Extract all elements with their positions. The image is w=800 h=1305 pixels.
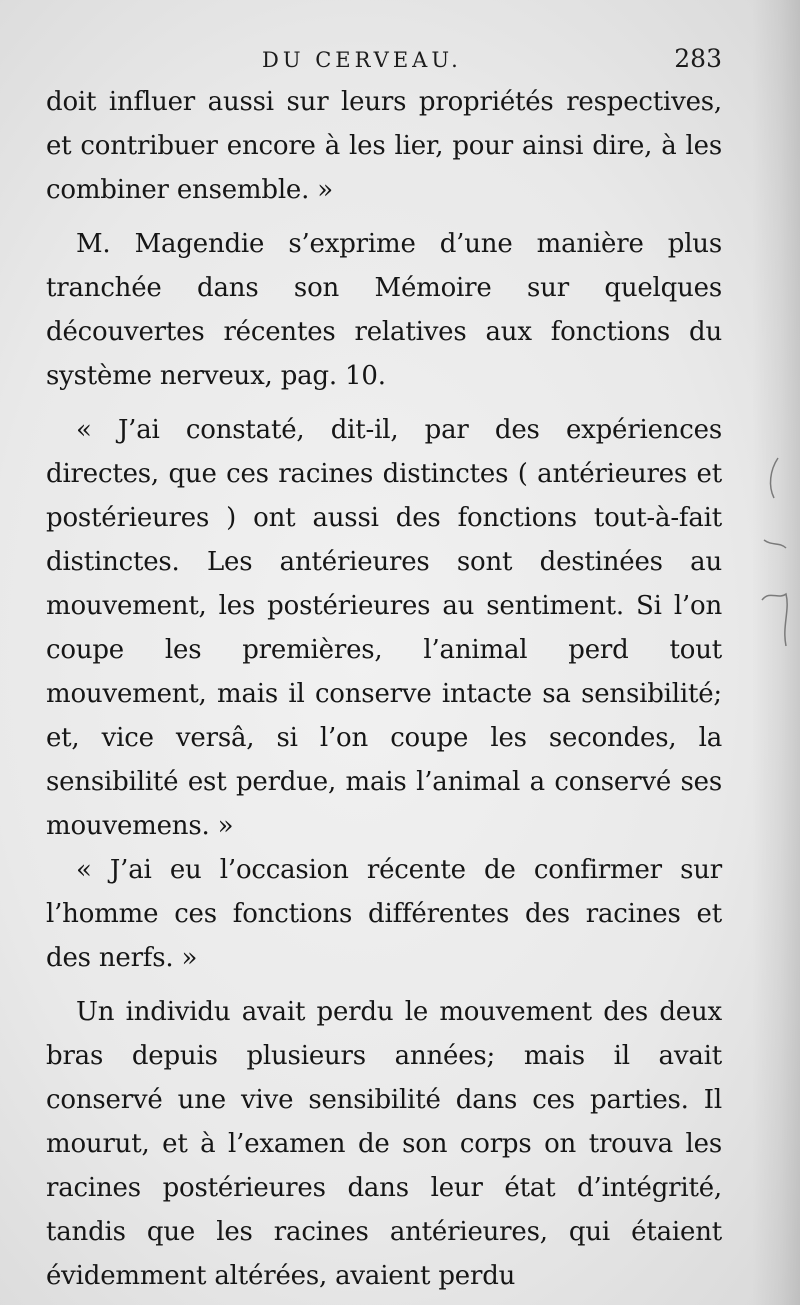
margin-pencil-marks (756, 450, 796, 690)
paragraph-magendie: M. Magendie s’exprime d’une manière plus tranchée dans son Mémoire sur quelques découvertes récentes relatives aux fonctions du système nerveux, pag. 10. (46, 229, 722, 391)
body-text (46, 80, 722, 1298)
page-number: 283 (674, 44, 722, 73)
paragraph-quote-experiences: « J’ai constaté, dit-il, par des expériences directes, que ces racines distinctes ( antérieures et postérieures ) ont aussi des fonctions tout-à-fait distinctes. Les antérieures sont destinées au mouvement, les postérieures au sentiment. Si l’on coupe les premières, l’animal perd tout mouvement, mais il conserve intacte sa sensibilité; et, vice versâ, si l’on coupe les secondes, la sensibilité est perdue, mais l’animal a conservé ses mouvemens. » (46, 415, 722, 841)
paragraph-continuation: doit influer aussi sur leurs propriétés respectives, et contribuer encore à les lier, pour ainsi dire, à les combiner ensemble. » (46, 87, 722, 205)
paragraph-individu: Un individu avait perdu le mouvement des deux bras depuis plusieurs années; mais il avait conservé une vive sensibilité dans ces parties. Il mourut, et à l’examen de son corps on trouva les racines postérieures dans leur état d’intégrité, tandis que les racines antérieures, qui étaient évidemment altérées, avaient perdu (46, 997, 722, 1291)
running-head: DU CERVEAU. (262, 48, 462, 72)
page-header (46, 44, 722, 78)
paragraph-quote-homme: « J’ai eu l’occasion récente de confirmer sur l’homme ces fonctions différentes des racines et des nerfs. » (46, 855, 722, 973)
